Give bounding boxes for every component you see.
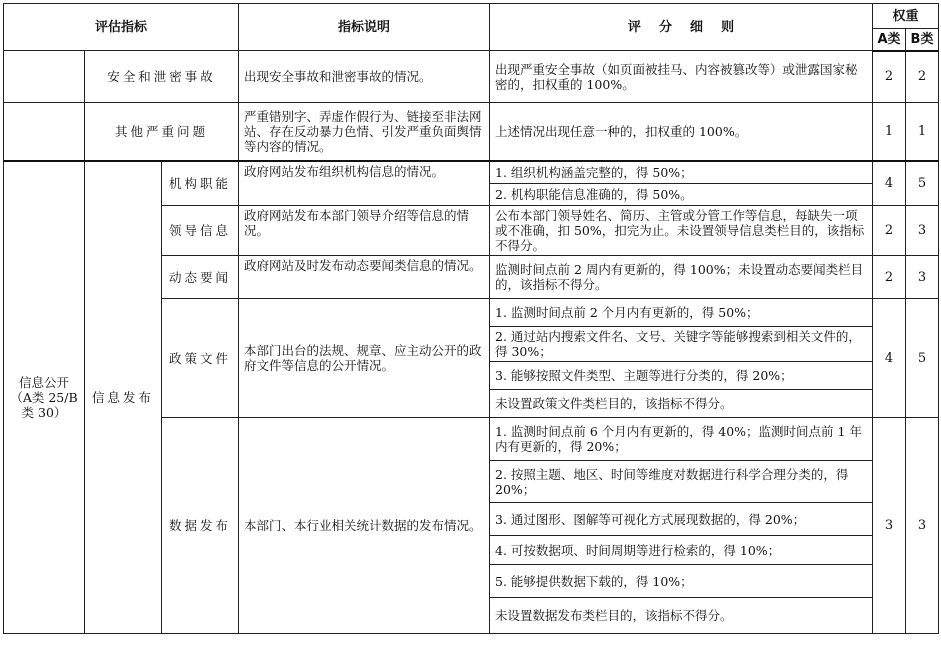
header-weight-a: A类: [873, 29, 906, 51]
blank-cell: [4, 51, 85, 103]
evaluation-table: [3, 3, 939, 634]
policy-weight-a: 4: [873, 299, 906, 418]
news-weight-b: 3: [906, 256, 939, 299]
policy-rule-1: 1. 监测时间点前 2 个月内有更新的，得 50%；: [490, 299, 873, 327]
org-rule-1: 1. 组织机构涵盖完整的，得 50%；: [490, 161, 873, 184]
data-rule-1: 1. 监测时间点前 6 个月内有更新的，得 40%；监测时间点前 1 年内有更新的，得 20%；: [490, 418, 873, 461]
policy-name: 政策文件: [162, 299, 239, 418]
data-rule-4: 4. 可按数据项、时间周期等进行检索的，得 10%；: [490, 536, 873, 565]
data-name-cell: 数据发布: [162, 418, 239, 634]
leader-rule: 公布本部门领导姓名、简历、主管或分管工作等信息，每缺失一项或不准确，扣 50%，扣完为止。未设置领导信息类栏目的，该指标不得分。: [490, 206, 873, 256]
blank-cell: [4, 103, 85, 161]
leader-name: 领导信息: [162, 206, 239, 256]
news-rule: 监测时间点前 2 周内有更新的，得 100%；未设置动态要闻类栏目的，该指标不得分。: [490, 256, 873, 299]
other-rule: 上述情况出现任意一种的，扣权重的 100%。: [490, 103, 873, 161]
org-rule-2: 2. 机构职能信息准确的，得 50%。: [490, 184, 873, 206]
header-row-1: [4, 4, 939, 29]
other-name: 其他严重问题: [85, 103, 239, 161]
data-rule-5: 5. 能够提供数据下载的，得 10%；: [490, 565, 873, 598]
security-weight-b: 2: [906, 51, 939, 103]
security-name: 安全和泄密事故: [85, 51, 239, 103]
other-weight-b: 1: [906, 103, 939, 161]
news-desc: 政府网站及时发布动态要闻类信息的情况。: [239, 256, 490, 299]
policy-desc: 本部门出台的法规、规章、应主动公开的政府文件等信息的公开情况。: [239, 299, 490, 418]
policy-rule-4: 未设置政策文件类栏目的，该指标不得分。: [490, 390, 873, 418]
data-rule-6: 未设置数据发布类栏目的，该指标不得分。: [490, 598, 873, 634]
data-rule-2: 2. 按照主题、地区、时间等维度对数据进行科学合理分类的，得 20%；: [490, 461, 873, 503]
org-desc: 政府网站发布组织机构信息的情况。: [239, 161, 490, 206]
row-security: [4, 51, 939, 103]
header-indicator: 评估指标: [4, 4, 239, 51]
info-release-label: 信息发布: [85, 161, 162, 634]
row-other: [4, 103, 939, 161]
leader-weight-a: 2: [873, 206, 906, 256]
data-weight-a: 3: [873, 418, 906, 634]
security-desc: 出现安全事故和泄密事故的情况。: [239, 51, 490, 103]
news-weight-a: 2: [873, 256, 906, 299]
policy-weight-b: 5: [906, 299, 939, 418]
other-desc: 严重错别字、弄虚作假行为、链接至非法网站、存在反动暴力色情、引发严重负面舆情等内容的情况。: [239, 103, 490, 161]
data-rule-3: 3. 通过图形、图解等可视化方式展现数据的，得 20%；: [490, 503, 873, 536]
org-name: 机构职能: [162, 161, 239, 206]
org-weight-b: 5: [906, 161, 939, 206]
info-public-label: 信息公开（A类 25/B类 30）: [4, 161, 85, 634]
policy-rule-3: 3. 能够按照文件类型、主题等进行分类的，得 20%；: [490, 362, 873, 390]
policy-rule-2: 2. 通过站内搜索文件名、文号、关键字等能够搜索到相关文件的，得 30%；: [490, 327, 873, 362]
security-rule: 出现严重安全事故（如页面被挂马、内容被篡改等）或泄露国家秘密的，扣权重的 100%。: [490, 51, 873, 103]
leader-desc: 政府网站发布本部门领导介绍等信息的情况。: [239, 206, 490, 256]
news-name: 动态要闻: [162, 256, 239, 299]
org-weight-a: 4: [873, 161, 906, 206]
other-weight-a: 1: [873, 103, 906, 161]
data-desc: 本部门、本行业相关统计数据的发布情况。: [239, 418, 490, 634]
header-description: 指标说明: [239, 4, 490, 51]
header-weight: 权重: [873, 4, 939, 29]
data-weight-b: 3: [906, 418, 939, 634]
header-scoring: 评 分 细 则: [490, 4, 873, 51]
leader-weight-b: 3: [906, 206, 939, 256]
row-org-1: [4, 161, 939, 184]
security-weight-a: 2: [873, 51, 906, 103]
header-weight-b: B类: [906, 29, 939, 51]
